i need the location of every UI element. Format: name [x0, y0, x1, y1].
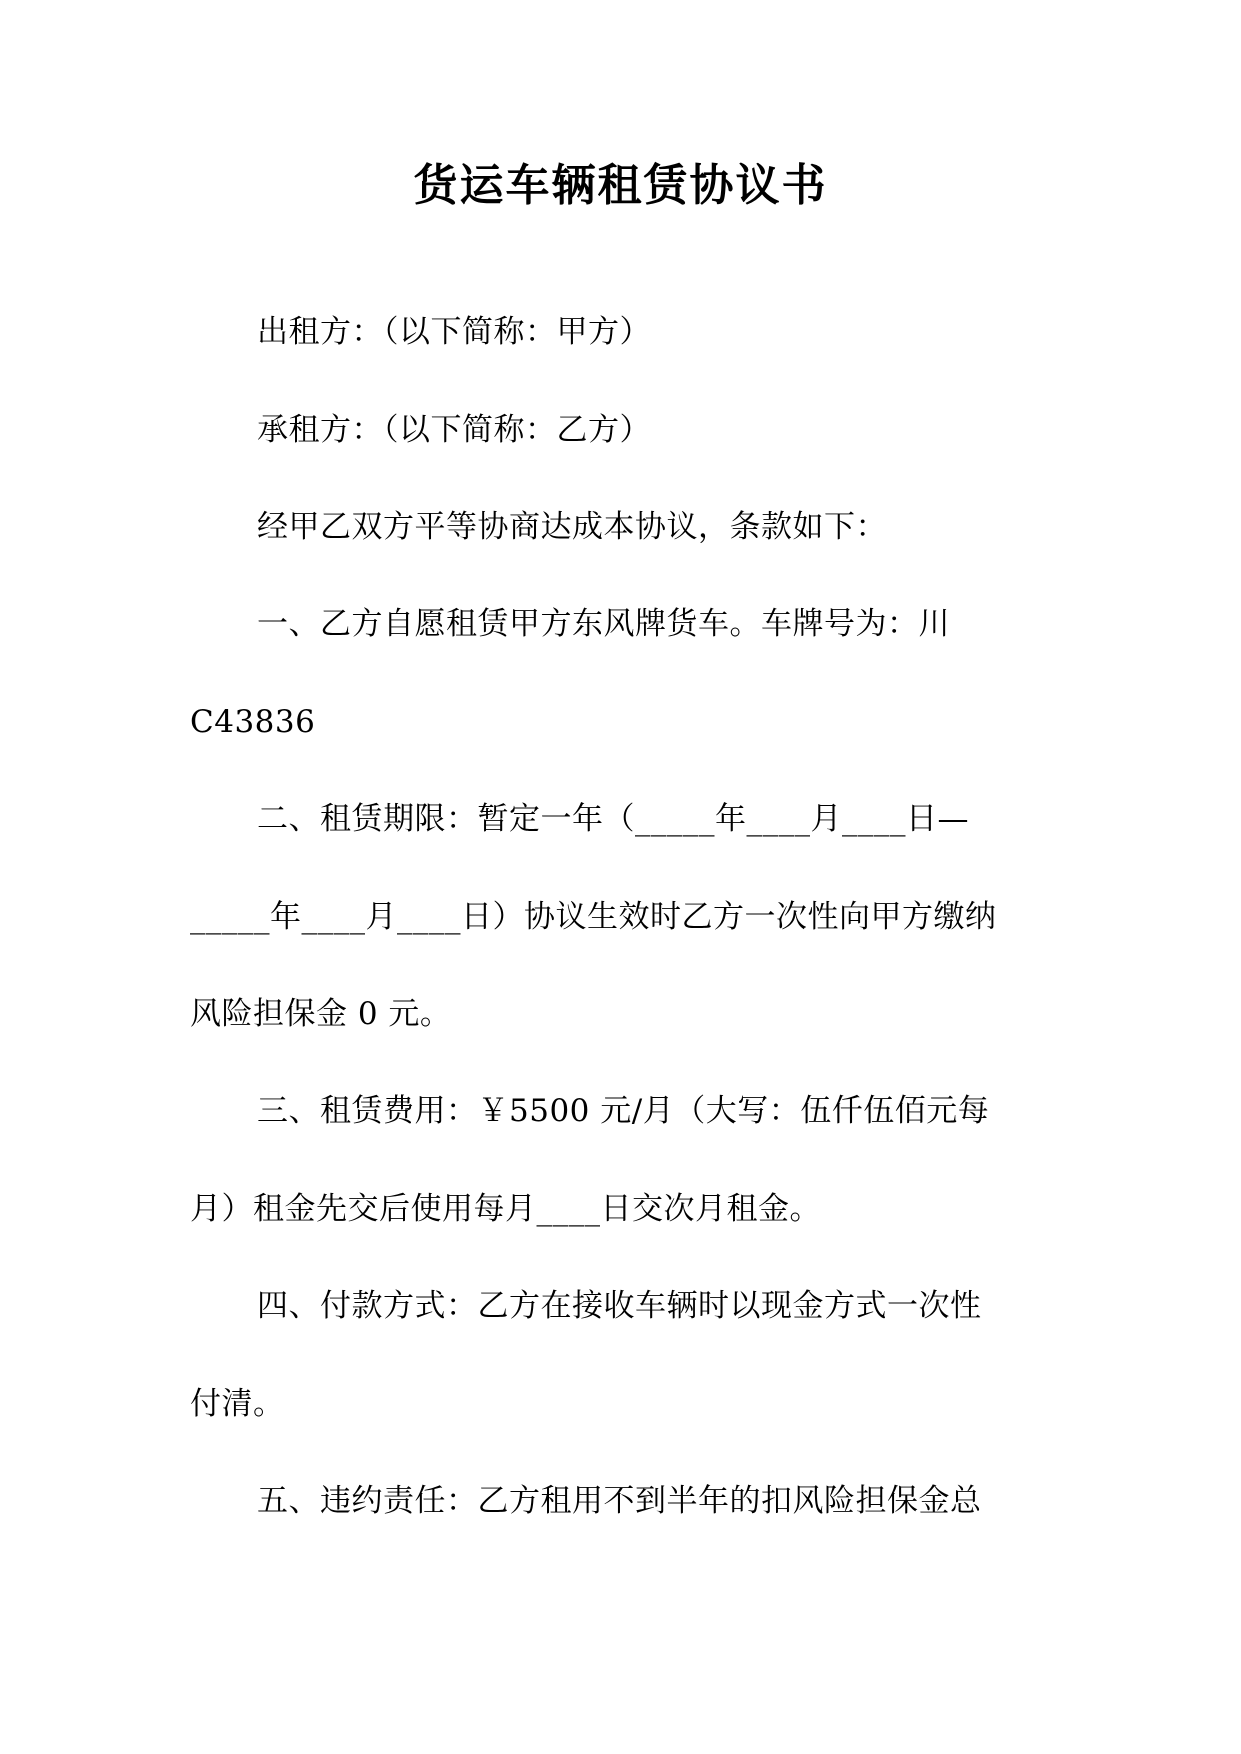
clause-3-line-1: 三、租赁费用：￥5500 元/月（大写：伍仟伍佰元每	[257, 1093, 990, 1129]
clause-5-line-1: 五、违约责任：乙方租用不到半年的扣风险担保金总	[257, 1483, 982, 1519]
clause-1-line-1: 一、乙方自愿租赁甲方东风牌货车。车牌号为：川	[257, 606, 950, 642]
paragraph-intro: 经甲乙双方平等协商达成本协议，条款如下：	[257, 509, 887, 545]
clause-2-line-3: 风险担保金 0 元。	[190, 996, 452, 1032]
clause-4-line-2: 付清。	[190, 1386, 285, 1422]
clause-3-line-2: 月）租金先交后使用每月____日交次月租金。	[190, 1191, 821, 1227]
paragraph-lessee: 承租方：（以下简称：乙方）	[257, 412, 651, 448]
clause-1-line-2: C43836	[190, 704, 316, 740]
document-title: 货运车辆租赁协议书	[413, 160, 828, 211]
clause-2-line-1: 二、租赁期限：暂定一年（_____年____月____日—	[257, 801, 969, 837]
paragraph-lessor: 出租方：（以下简称：甲方）	[257, 314, 651, 350]
clause-2-line-2: _____年____月____日）协议生效时乙方一次性向甲方缴纳	[190, 899, 997, 935]
clause-4-line-1: 四、付款方式：乙方在接收车辆时以现金方式一次性	[257, 1288, 982, 1324]
